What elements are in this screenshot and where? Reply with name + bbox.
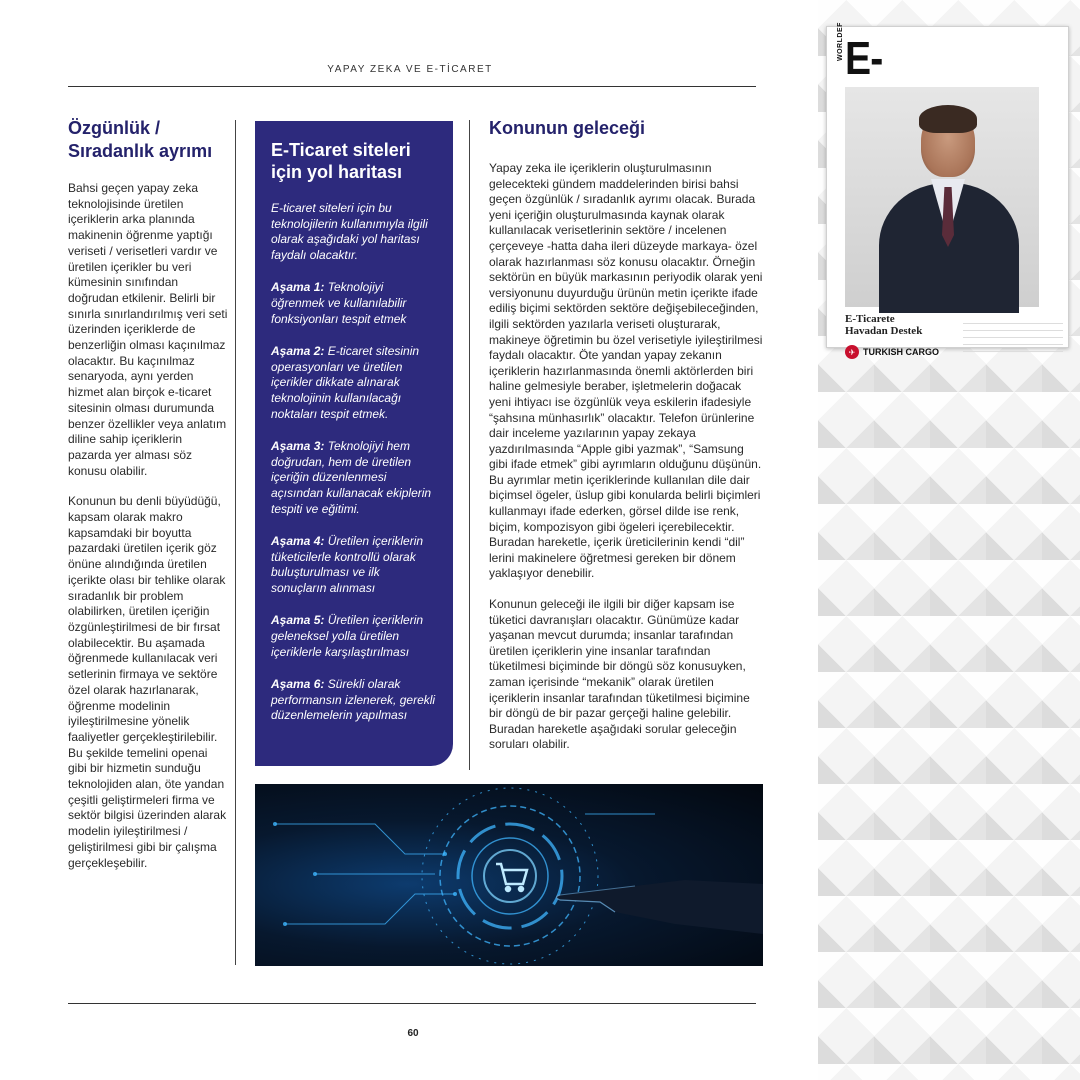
step-label: Aşama 3: — [271, 439, 325, 454]
roadmap-box — [255, 121, 453, 766]
roadmap-step-5 — [271, 613, 437, 660]
cover-logo-text: TURKISH CARGO — [863, 347, 939, 357]
step-label: Aşama 5: — [271, 613, 325, 628]
left-column — [68, 117, 228, 886]
footer-rule — [68, 1003, 756, 1004]
section-heading-line1: Özgünlük / — [68, 118, 160, 138]
roadmap-intro: E-ticaret siteleri için bu teknolojilerin kullanımıyla ilgili olarak aşağıdaki yol haritası faydalı olacaktır. — [271, 201, 428, 262]
cover-photo — [845, 87, 1039, 307]
shopping-cart-icon — [496, 864, 527, 891]
turkish-airlines-logo-icon: ✈ — [845, 345, 859, 359]
roadmap-step-2 — [271, 344, 437, 422]
step-label: Aşama 2: — [271, 344, 325, 359]
cover-headline-line1: E-Ticarete — [845, 313, 895, 325]
paragraph: Yapay zeka ile içeriklerin oluşturulmasının gelecekteki gündem maddelerinden birisi bahsi geçen özgünlük / sıradanlık ayrımı olacak. Burada yeni içeriğin oluşturulmasında kaynak olarak kullanılacak verisetlerinin sektöre / incelenen çerçeveye -hatta daha ileri düzeyde markaya- özel olarak hazırlanması söz konusu olacaktır. Örneğin sektörün en büyük markasının periyodik olarak yeni versiyonunu duyurduğu ürünün metin içerikte ifade ediliş biçimi sektörden sektöre değişebileceğinden, ilgili sektörden yazılarla veriseti oluşturarak, makineye öğretimin bu özel verisetiyle iyileştirilmesi faydalı olacaktır. Öte yandan yapay zekanın içeriklerin hazırlanmasında önemli aktörlerden biri haline gelmesiyle beraber, işletmelerin doğacak yeni ihtiyacı ise özgünlük veya eskilerin ifadesiyle “şahsına münhasırlık” olacaktır. Telefon ürünlerine dair inceleme yazılarının yapay zekaya yazdırılmasında “Apple gibi yazmak”, “Samsung gibi ifade etmek” gibi ayrımların olduğunu düşünün. Bu ayrımlar metin içeriklerinde kullanılan dile dair biçimsel ögeler, üslup gibi konularda belirli biçimleri kullanmayı ifade ederken, görsel dilde ise renk, biçim, kompozisyon gibi ögeleri içerebilecektir. Buradan hareketle, içerik üreticilerinin kendi “dil” lerini makinelere öğretmesi gereken bir dönem yaklaşıyor denebilir. — [489, 161, 763, 581]
paragraph: Konunun bu denli büyüdüğü, kapsam olarak makro kapsamdaki bir boyutta pazardaki üretilen içerik göz önüne alındığında üretilen içerikte olası bir tehlike olarak sıradanlık bir problem olabilirken, üretilen içeriğin özgünleştirilmesi de bir fırsat olabilecektir. Bu aşamada öğrenmede kullanılacak veri setlerinin firmaya ve sektöre özel olarak hazırlanarak, öğrenme modelinin iyileştirilmesine yönelik faaliyetler gerçekleştirilebilir. Bu şekilde temelini openai gibi bir hizmetin sunduğu teknolojiden alan, öte yandan çeşitli geliştirmeleri firma ve sektör bilgisi üzerinden alarak modelin iyileştirilmesi / geliştirilmesi gibi bir çalışma gerçekleşebilir. — [68, 494, 227, 870]
cover-title: E- — [845, 32, 883, 84]
step-text: Sürekli olarak performansın izlenerek, gerekli düzenlemelerin yapılması — [271, 677, 436, 723]
step-text: E-ticaret sitesinin operasyonları ve üretilen içerikler dikkate alınarak teknolojinin kullanılacağı noktaları tespit etmek. — [271, 344, 420, 421]
section-heading-line2: Sıradanlık ayrımı — [68, 141, 213, 161]
cover-brand-small: WORLDEF — [837, 22, 844, 61]
roadmap-title-line2: için yol haritası — [271, 162, 403, 182]
step-label: Aşama 1: — [271, 280, 325, 295]
roadmap-title — [271, 139, 437, 183]
cover-logo — [845, 345, 939, 359]
paragraph: Konunun geleceği ile ilgili bir diğer kapsam ise tüketici davranışları olacaktır. Günümüze kadar yaşanan mevcut durumda; insanlar tarafından üretilen içeriklerin yine insanlar tarafından tüketilmesi biçiminde bir döngü söz konusuyken, zaman içerisinde “mekanik” olarak üretilen içeriklerin insanlar tarafından tüketilmesi biçimine bir döngü de bir pazar gerçeği haline gelebilir. Buradan hareketle aşağıdaki sorular geleceğin soruları olabilir. — [489, 597, 750, 752]
cover-list-line — [963, 345, 1063, 352]
column-divider — [235, 120, 236, 965]
step-label: Aşama 6: — [271, 677, 325, 692]
digital-interface-graphic — [255, 784, 763, 966]
right-body — [489, 161, 765, 753]
step-text: Üretilen içeriklerin geleneksel yolla üretilen içeriklerle karşılaştırılması — [271, 613, 424, 659]
cover-contents-list — [963, 317, 1063, 352]
cover-headline-line2: Havadan Destek — [845, 325, 923, 337]
right-column — [489, 117, 765, 768]
step-text: Üretilen içeriklerin tüketicilerle kontrollü olarak buluşturulması ve ilk sonuçların alınması — [271, 534, 424, 595]
step-text: Teknolojiyi hem doğrudan, hem de üretilen içeriğin düzenlenmesi açısından kullanacak ekiplerin tespiti ve eğitimi. — [271, 439, 432, 516]
page-number: 60 — [407, 1028, 419, 1039]
running-header: YAPAY ZEKA VE E-TİCARET — [327, 64, 493, 75]
cover-person-hair — [919, 105, 977, 133]
left-body — [68, 181, 228, 871]
column-divider — [469, 120, 470, 770]
cover-list-line — [963, 317, 1063, 324]
header-rule — [68, 86, 756, 87]
section-heading — [68, 117, 228, 163]
cover-list-line — [963, 331, 1063, 338]
step-text: Teknolojiyi öğrenmek ve kullanılabilir fonksiyonları tespit etmek — [271, 280, 407, 326]
section-heading: Konunun geleceği — [489, 118, 646, 138]
cover-headline — [845, 313, 922, 337]
roadmap-step-4 — [271, 534, 437, 596]
roadmap-step-1 — [271, 280, 437, 327]
roadmap-step-3 — [271, 439, 437, 517]
roadmap-step-6 — [271, 677, 437, 724]
ai-ecommerce-illustration — [255, 784, 763, 966]
cover-list-line — [963, 324, 1063, 331]
roadmap-title-line1: E-Ticaret siteleri — [271, 140, 411, 160]
magazine-cover — [826, 22, 1069, 357]
cover-list-line — [963, 338, 1063, 345]
step-label: Aşama 4: — [271, 534, 325, 549]
pointing-hand-icon — [557, 880, 764, 934]
paragraph: Bahsi geçen yapay zeka teknolojisinde üretilen içeriklerin arka planında makinenin öğrenme yaptığı veriseti / verisetleri vardır ve üretilen içerikler bu veri kümesinin sınıfından doğrudan etkilenir. Belirli bir sınırla sınırlandırılmış veri seti üzerinden içeriklerde de benzerliğin olması kaçınılmaz olacaktır. Bu kaçınılmaz senaryoda, aynı yerden hizmet alan birçok e-ticaret sitesinin olması durumunda benzer özellikler veya anlatım diline sahip içeriklerin pazarda yer alması söz konusu olabilir. — [68, 181, 228, 478]
